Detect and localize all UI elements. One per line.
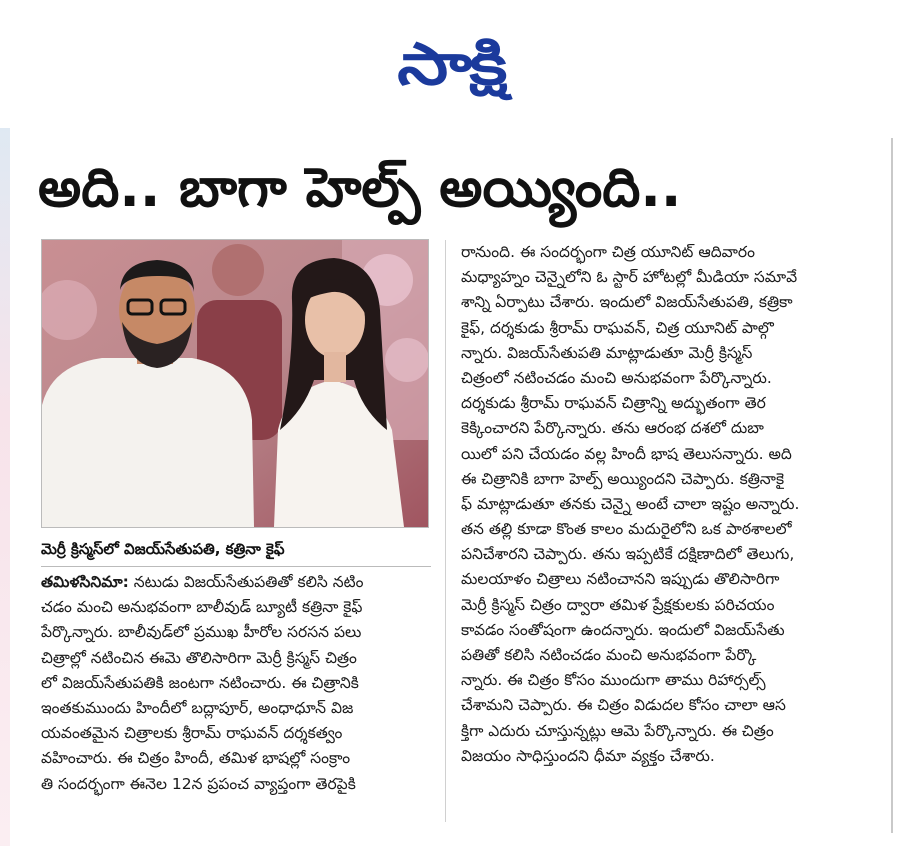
body-line: విజయం సాధిస్తుందని ధీమా వ్యక్తం చేశారు. [461, 746, 715, 765]
body-line: పేర్కొన్నారు. బాలీవుడ్‌లో ప్రముఖ హీరోల సరసన పలు [41, 623, 362, 642]
right-column-rule [891, 138, 893, 833]
body-line: యవంతమైన చిత్రాలకు శ్రీరామ్ రాఘవన్ దర్శకత్వం [41, 724, 343, 743]
article-body-right [461, 240, 873, 769]
body-line: న్నారు. ఈ చిత్రం కోసం ముందుగా తాము రిహార్సల్స్ [461, 671, 766, 690]
article-body-left [41, 570, 433, 797]
body-line: ఈ చిత్రానికి బాగా హెల్ప్ అయ్యిందని చెప్పారు. కత్రినాకై [461, 469, 785, 488]
masthead [0, 0, 903, 128]
body-line: పనిచేశారని చెప్పారు. తను ఇప్పటికే దక్షిణాదిలో తెలుగు, [461, 545, 795, 564]
body-line: యిలో పని చేయడం వల్ల హిందీ భాష తెలుసన్నారు. అది [461, 444, 792, 463]
dateline: తమిళసినిమా: [41, 573, 129, 591]
body-line: కెక్కించారని పేర్కొన్నారు. తను ఆరంభ దశలో దుబా [461, 419, 764, 438]
article-headline: అది.. బాగా హెల్ప్ అయ్యింది.. [38, 156, 682, 219]
page-edge-strip [0, 128, 10, 846]
body-line [41, 570, 433, 595]
body-line: రానుంది. ఈ సందర్భంగా చిత్ర యూనిట్ ఆదివారం [461, 243, 755, 261]
body-line: ఇంతకుముందు హిందీలో బద్లాపూర్, అంధాధూన్ విజ [41, 698, 354, 717]
body-line: న్నారు. విజయ్‌సేతుపతి మాట్లాడుతూ మెర్రీ క్రిస్మస్ [461, 343, 753, 362]
body-line: చిత్రాల్లో నటించిన ఈమె తొలిసారిగా మెర్రీ క్రిస్మస్ చిత్రం [41, 648, 357, 667]
body-line: తి సందర్భంగా ఈనెల 12న ప్రపంచ వ్యాప్తంగా తెరపైకి [41, 774, 356, 793]
body-line: కావడం సంతోషంగా ఉందన్నారు. ఇందులో విజయ్‌సేతు [461, 620, 785, 639]
body-line: తన తల్లి కూడా కొంత కాలం మదురైలోని ఒక పాఠశాలలో [461, 520, 792, 539]
column-divider [445, 240, 446, 822]
body-line: వహించారు. ఈ చిత్రం హిందీ, తమిళ భాషల్లో సంక్రాం [41, 749, 351, 768]
photo-illustration [42, 240, 428, 527]
body-line: చిత్రంలో నటించడం మంచి అనుభవంగా పేర్కొన్నారు. [461, 368, 772, 387]
body-line: మధ్యాహ్నం చెన్నైలోని ఓ స్టార్ హోటల్లో మీడియా సమావే [461, 268, 798, 287]
body-line: క్తిగా ఎదురు చూస్తున్నట్లు ఆమె పేర్కొన్నారు. ఈ చిత్రం [461, 721, 774, 740]
body-line: లో విజయ్‌సేతుపతికి జంటగా నటించారు. ఈ చిత్రానికి [41, 673, 359, 692]
body-line: కైఫ్, దర్శకుడు శ్రీరామ్ రాఘవన్, చిత్ర యూనిట్ పాల్గొ [461, 318, 774, 337]
photo-caption: మెర్రీ క్రిస్మస్‌లో విజయ్‌సేతుపతి, కత్రినా కైఫ్ [41, 532, 431, 567]
body-line: మెర్రీ క్రిస్మస్ చిత్రం ద్వారా తమిళ ప్రేక్షకులకు పరిచయం [461, 595, 775, 614]
body-line: ఫ్ మాట్లాడుతూ తనకు చెన్నై అంటే చాలా ఇష్టం అన్నారు. [461, 494, 800, 513]
body-line: మలయాళం చిత్రాలు నటించానని ఇప్పుడు తొలిసారిగా [461, 570, 780, 589]
body-line: శాన్ని ఏర్పాటు చేశారు. ఇందులో విజయ్‌సేతుపతి, కత్రికా [461, 293, 793, 312]
body-line-text: నటుడు విజయ్‌సేతుపతితో కలిసి నటిం [128, 573, 364, 591]
body-line: చడం మంచి అనుభవంగా బాలీవుడ్ బ్యూటీ కత్రినా కైఫ్ [41, 598, 363, 617]
newspaper-logo: సాక్షి [397, 30, 506, 98]
body-line: దర్శకుడు శ్రీరామ్ రాఘవన్ చిత్రాన్ని అద్భుతంగా తెర [461, 394, 766, 413]
body-line: చేశామని చెప్పారు. ఈ చిత్రం విడుదల కోసం చాలా ఆస [461, 696, 786, 715]
article-photo [41, 239, 429, 528]
body-line: పతితో కలిసి నటించడం మంచి అనుభవంగా పేర్కొ [461, 646, 757, 664]
